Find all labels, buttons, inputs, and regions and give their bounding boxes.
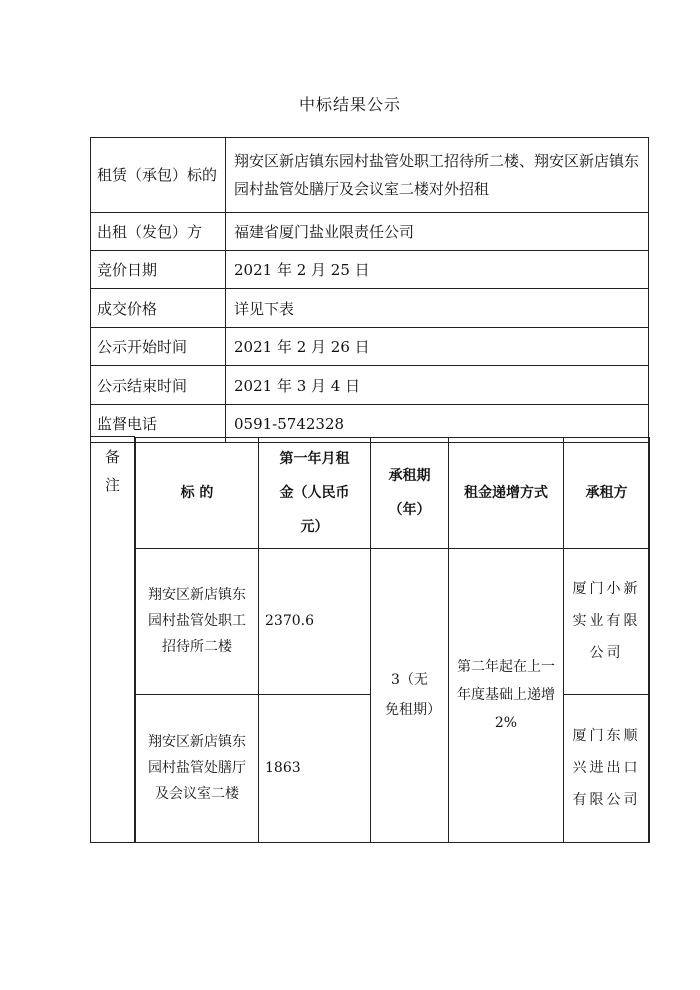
table-row [91, 138, 649, 213]
row-label: 成交价格 [91, 289, 226, 328]
row-value: 福建省厦门盐业限责任公司 [226, 213, 649, 251]
row-value: 2021 年 2 月 25 日 [226, 251, 649, 289]
row-value: 翔安区新店镇东园村盐管处职工招待所二楼、翔安区新店镇东园村盐管处膳厅及会议室二楼对外招租 [226, 138, 649, 213]
row-value: 详见下表 [226, 289, 649, 328]
row-label: 公示结束时间 [91, 366, 226, 405]
header-lessee: 承租方 [564, 437, 650, 548]
table-row [91, 366, 649, 405]
page-title: 中标结果公示 [298, 95, 401, 114]
table-row [91, 289, 649, 328]
lease-details-table [135, 437, 650, 843]
table-row [91, 251, 649, 289]
inner-header-row [136, 437, 650, 548]
table-row [91, 213, 649, 251]
remarks-label: 备注 [91, 437, 135, 843]
row-label: 公示开始时间 [91, 328, 226, 366]
header-rent: 第一年月租金（人民币元） [259, 437, 371, 548]
rent-cell: 2370.6 [259, 548, 371, 694]
rent-cell: 1863 [259, 694, 371, 842]
lessee-cell: 厦门东顺兴进出口有限公司 [564, 694, 650, 842]
row-value: 0591-5742328 [226, 405, 649, 443]
header-subject: 标 的 [136, 437, 259, 548]
subject-cell: 翔安区新店镇东园村盐管处膳厅及会议室二楼 [136, 694, 259, 842]
row-value: 2021 年 2 月 26 日 [226, 328, 649, 366]
header-increment: 租金递增方式 [449, 437, 564, 548]
table-row [91, 328, 649, 366]
term-cell: 3（无免租期） [371, 548, 449, 842]
row-label: 租赁（承包）标的 [91, 138, 226, 213]
row-label: 出租（发包）方 [91, 213, 226, 251]
increment-cell: 第二年起在上一年度基础上递增 2% [449, 548, 564, 842]
lessee-cell: 厦门小新实业有限公司 [564, 548, 650, 694]
remarks-section [90, 436, 649, 843]
row-label: 竞价日期 [91, 251, 226, 289]
header-term: 承租期（年） [371, 437, 449, 548]
table-row [136, 548, 650, 694]
row-label: 监督电话 [91, 405, 226, 443]
subject-cell: 翔安区新店镇东园村盐管处职工招待所二楼 [136, 548, 259, 694]
row-value: 2021 年 3 月 4 日 [226, 366, 649, 405]
result-table [90, 137, 649, 443]
